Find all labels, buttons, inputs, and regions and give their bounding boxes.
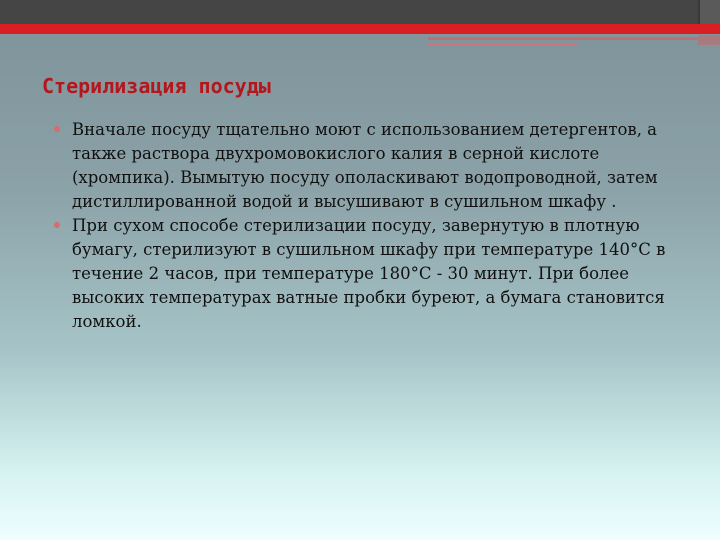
bullet-dot-icon xyxy=(54,222,60,228)
bullet-list xyxy=(54,118,690,334)
accent-line-bottom xyxy=(428,43,578,46)
top-red-band xyxy=(0,24,720,34)
bullet-item-dry-sterilization xyxy=(54,214,690,334)
bullet-dot-icon xyxy=(54,126,60,132)
bullet-item-washing xyxy=(54,118,690,214)
top-dark-band xyxy=(0,0,720,24)
top-right-block xyxy=(698,0,720,24)
bullet-text-washing: Вначале посуду тщательно моют с использованием детергентов, а также раствора двухромовокислого калия в серной кислоте (хромпика). Вымытую посуду ополаскивают водопроводной, затем дистиллированной водой и высушивают в сушильном шкафу . xyxy=(72,120,658,211)
slide-title: Стерилизация посуды xyxy=(42,74,271,98)
accent-block-right xyxy=(698,35,720,45)
accent-line-top xyxy=(428,37,698,40)
bullet-text-dry-sterilization: При сухом способе стерилизации посуду, завернутую в плотную бумагу, стерилизуют в сушильном шкафу при температуре 140°С в течение 2 часов, при температуре 180°С - 30 минут. При более высоких температурах ватные пробки буреют, а бумага становится ломкой. xyxy=(72,216,666,331)
